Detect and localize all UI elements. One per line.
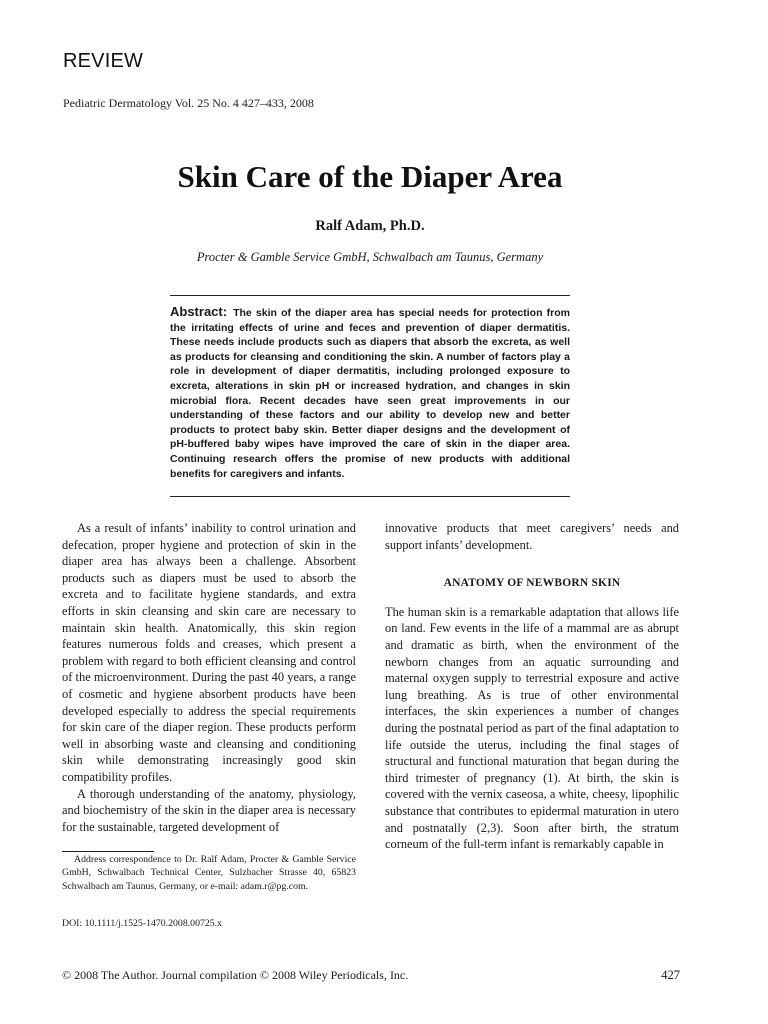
body-paragraph: A thorough understanding of the anatomy, physiology, and biochemistry of the skin in the diaper area is necessary for the sustainable, targeted development of — [62, 786, 356, 834]
page-number: 427 — [661, 968, 680, 982]
body-column-left — [62, 520, 356, 835]
correspondence-address: Address correspondence to Dr. Ralf Adam, Procter & Gamble Service GmbH, Schwalbach Technical Center, Sulzbacher Strasse 40, 65823 Schwalbach am Taunus, Germany, or e-mail: adam.r@pg.com. — [62, 854, 356, 892]
body-paragraph: The human skin is a remarkable adaptation that allows life on land. Few events in the life of a mammal are as abrupt and dramatic as birth, when the environment of the newborn changes from an aquatic surrounding and maternal oxygen supply to terrestrial exposure and active lung breathing. As is true of other environmental interfaces, the skin experiences a number of changes during the postnatal period as part of the final adaptation to life outside the uterus, including the final stages of structural and functional maturation that began during the third trimester of pregnancy (1). At birth, the skin is covered with the vernix caseosa, a white, cheesy, lipophilic substance that contributes to epidermal maturation in utero and postnatally (2,3). Soon after birth, the stratum corneum of the full-term infant is remarkably capable in — [385, 604, 679, 852]
doi: DOI: 10.1111/j.1525-1470.2008.00725.x — [62, 918, 223, 929]
body-paragraph: innovative products that meet caregivers’ needs and support infants’ development. — [385, 521, 679, 552]
footnote — [62, 853, 356, 893]
abstract-label: Abstract: — [170, 304, 228, 319]
abstract-bottom-rule — [170, 496, 570, 497]
journal-citation: Pediatric Dermatology Vol. 25 No. 4 427–433, 2008 — [63, 96, 314, 110]
section-heading: ANATOMY OF NEWBORN SKIN — [443, 577, 621, 590]
abstract-text: The skin of the diaper area has special needs for protection from the irritating effects of urine and feces and prevention of diaper dermatitis. These needs include products such as diapers that absorb the excreta, as well as products for cleansing and conditioning the skin. A number of factors play a role in development of diaper dermatitis, including prolonged exposure to excreta, alterations in skin pH or increased hydration, and changes in skin microbial flora. Recent decades have seen great improvements in our understanding of these factors and our ability to develop new and better products to protect baby skin. Better diaper designs and the development of pH-buffered baby wipes have improved the care of skin in the diaper area. Continuing research offers the promise of new products with additional benefits for caregivers and infants. — [170, 307, 570, 480]
article-title: Skin Care of the Diaper Area — [177, 159, 563, 194]
abstract-block — [170, 305, 570, 481]
copyright-notice: © 2008 The Author. Journal compilation © 2008 Wiley Periodicals, Inc. — [62, 968, 409, 982]
body-column-right — [385, 520, 679, 853]
author-affiliation: Procter & Gamble Service GmbH, Schwalbach am Taunus, Germany — [196, 250, 544, 264]
section-label: REVIEW — [63, 50, 144, 72]
abstract-top-rule — [170, 295, 570, 296]
author-name: Ralf Adam, Ph.D. — [315, 218, 425, 234]
footnote-rule — [62, 851, 154, 852]
body-paragraph: As a result of infants’ inability to control urination and defecation, proper hygiene and protection of skin in the diaper area has always been a challenge. Absorbent products such as diapers must be used to absorb the excreta and to facilitate hygiene standards, and extra efforts in skin cleansing and skin care are necessary to maintain skin health. Anatomically, this skin region features numerous folds and creases, which present a problem with regard to both efficient cleansing and control of the microenvironment. During the past 40 years, a range of cosmetic and hygiene absorbent products have been developed especially to address the special requirements for skin care of the diaper region. These products perform well in absorbing waste and cleansing and conditioning skin while demonstrating increasingly good skin compatibility profiles. — [62, 521, 356, 784]
